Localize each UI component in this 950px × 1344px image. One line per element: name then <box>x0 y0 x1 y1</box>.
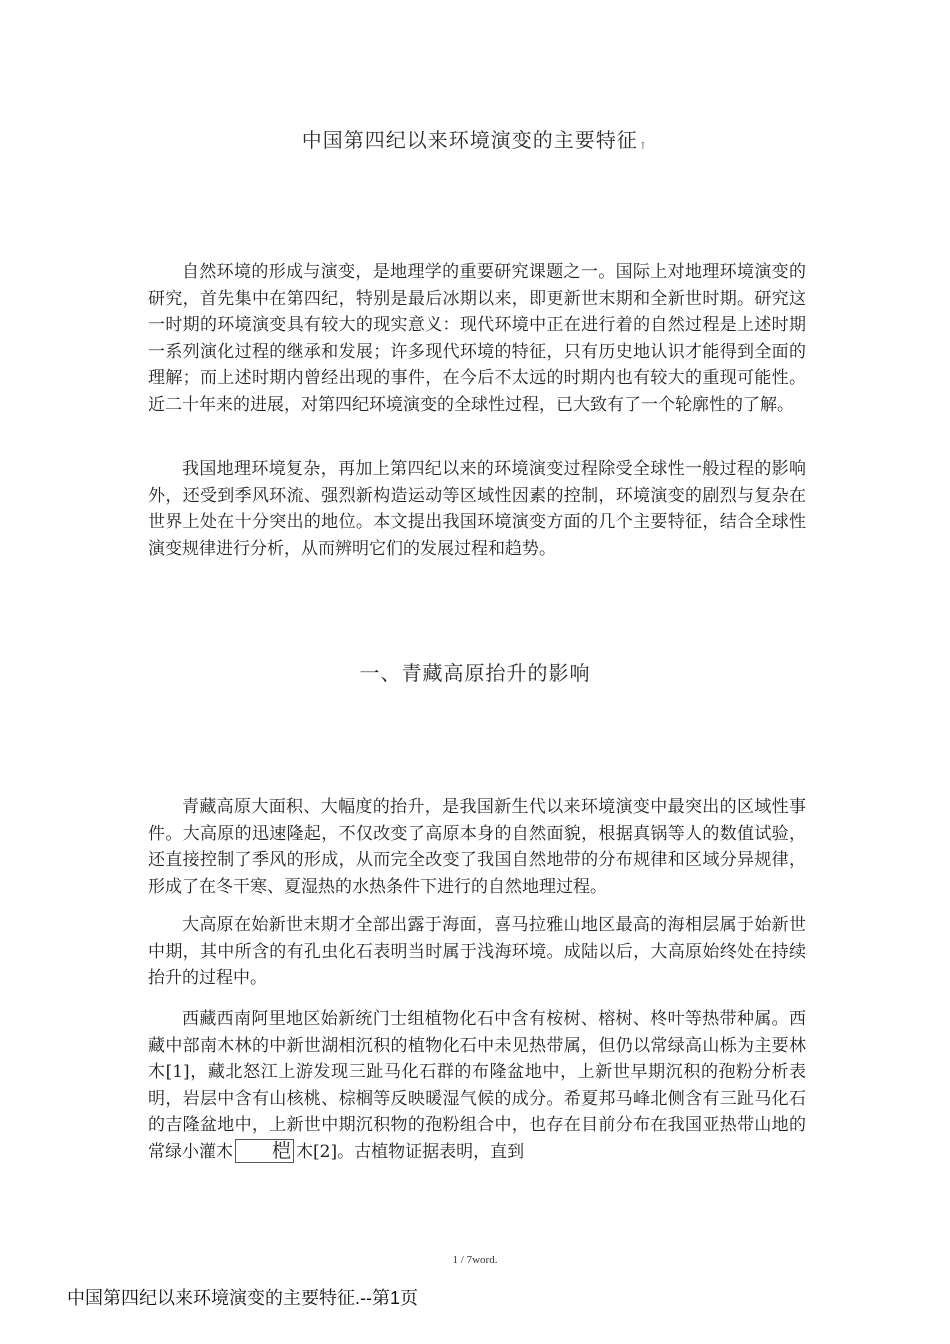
section-paragraph-2: 大高原在始新世末期才全部出露于海面，喜马拉雅山地区最高的海相层属于始新世中期，其中所含的有孔虫化石表明当时属于浅海环境。成陆以后，大高原始终处在持续抬升的过程中。 <box>148 915 806 988</box>
section-paragraph-3-tail: 木[2]。古植物证据表明，直到 <box>296 1141 525 1162</box>
section-paragraph-3 <box>148 1006 806 1165</box>
page-title-text: 中国第四纪以来环境演变的主要特征 <box>301 128 638 152</box>
section-heading: 一、青藏高原抬升的影响 <box>359 661 591 685</box>
boxed-character: 桤 <box>235 1139 294 1163</box>
page-number: 1 / 7word. <box>452 1254 498 1266</box>
anchor-icon: ↑ <box>638 141 649 152</box>
section-paragraph-3-text: 西藏西南阿里地区始新统门士组植物化石中含有桉树、榕树、柊叶等热带种属。西藏中部南木林的中新世湖相沉积的植物化石中未见热带属，但仍以常绿高山栎为主要林木[1]，藏北怒江上游发现三趾马化石群的布隆盆地中，上新世早期沉积的孢粉分析表明，岩层中含有山核桃、棕榈等反映暖湿气候的成分。希夏邦马峰北侧含有三趾马化石的吉隆盆地中，上新世中期沉积物的孢粉组合中，也存在目前分布在我国亚热带山地的常绿小灌木 <box>148 1009 806 1162</box>
intro-paragraph-2: 我国地理环境复杂，再加上第四纪以来的环境演变过程除受全球性一般过程的影响外，还受到季风环流、强烈新构造运动等区域性因素的控制，环境演变的剧烈与复杂在世界上处在十分突出的地位。本文提出我国环境演变方面的几个主要特征，结合全球性演变规律进行分析，从而辨明它们的发展过程和趋势。 <box>148 459 806 559</box>
page-caption: 中国第四纪以来环境演变的主要特征.--第1页 <box>67 1288 418 1308</box>
page-title <box>0 124 950 153</box>
section-paragraph-1: 青藏高原大面积、大幅度的抬升，是我国新生代以来环境演变中最突出的区域性事件。大高原的迅速隆起，不仅改变了高原本身的自然面貌，根据真锅等人的数值试验，还直接控制了季风的形成，从而完全改变了我国自然地带的分布规律和区域分异规律，形成了在冬干寒、夏湿热的水热条件下进行的自然地理过程。 <box>148 797 806 897</box>
intro-paragraph-1: 自然环境的形成与演变，是地理学的重要研究课题之一。国际上对地理环境演变的研究，首先集中在第四纪，特别是最后冰期以来，即更新世末期和全新世时期。研究这一时期的环境演变具有较大的现实意义：现代环境中正在进行着的自然过程是上述时期一系列演化过程的继承和发展；许多现代环境的特征，只有历史地认识才能得到全面的理解；而上述时期内曾经出现的事件，在今后不太远的时期内也有较大的重现可能性。近二十年来的进展，对第四纪环境演变的全球性过程，已大致有了一个轮廓性的了解。 <box>148 262 806 415</box>
